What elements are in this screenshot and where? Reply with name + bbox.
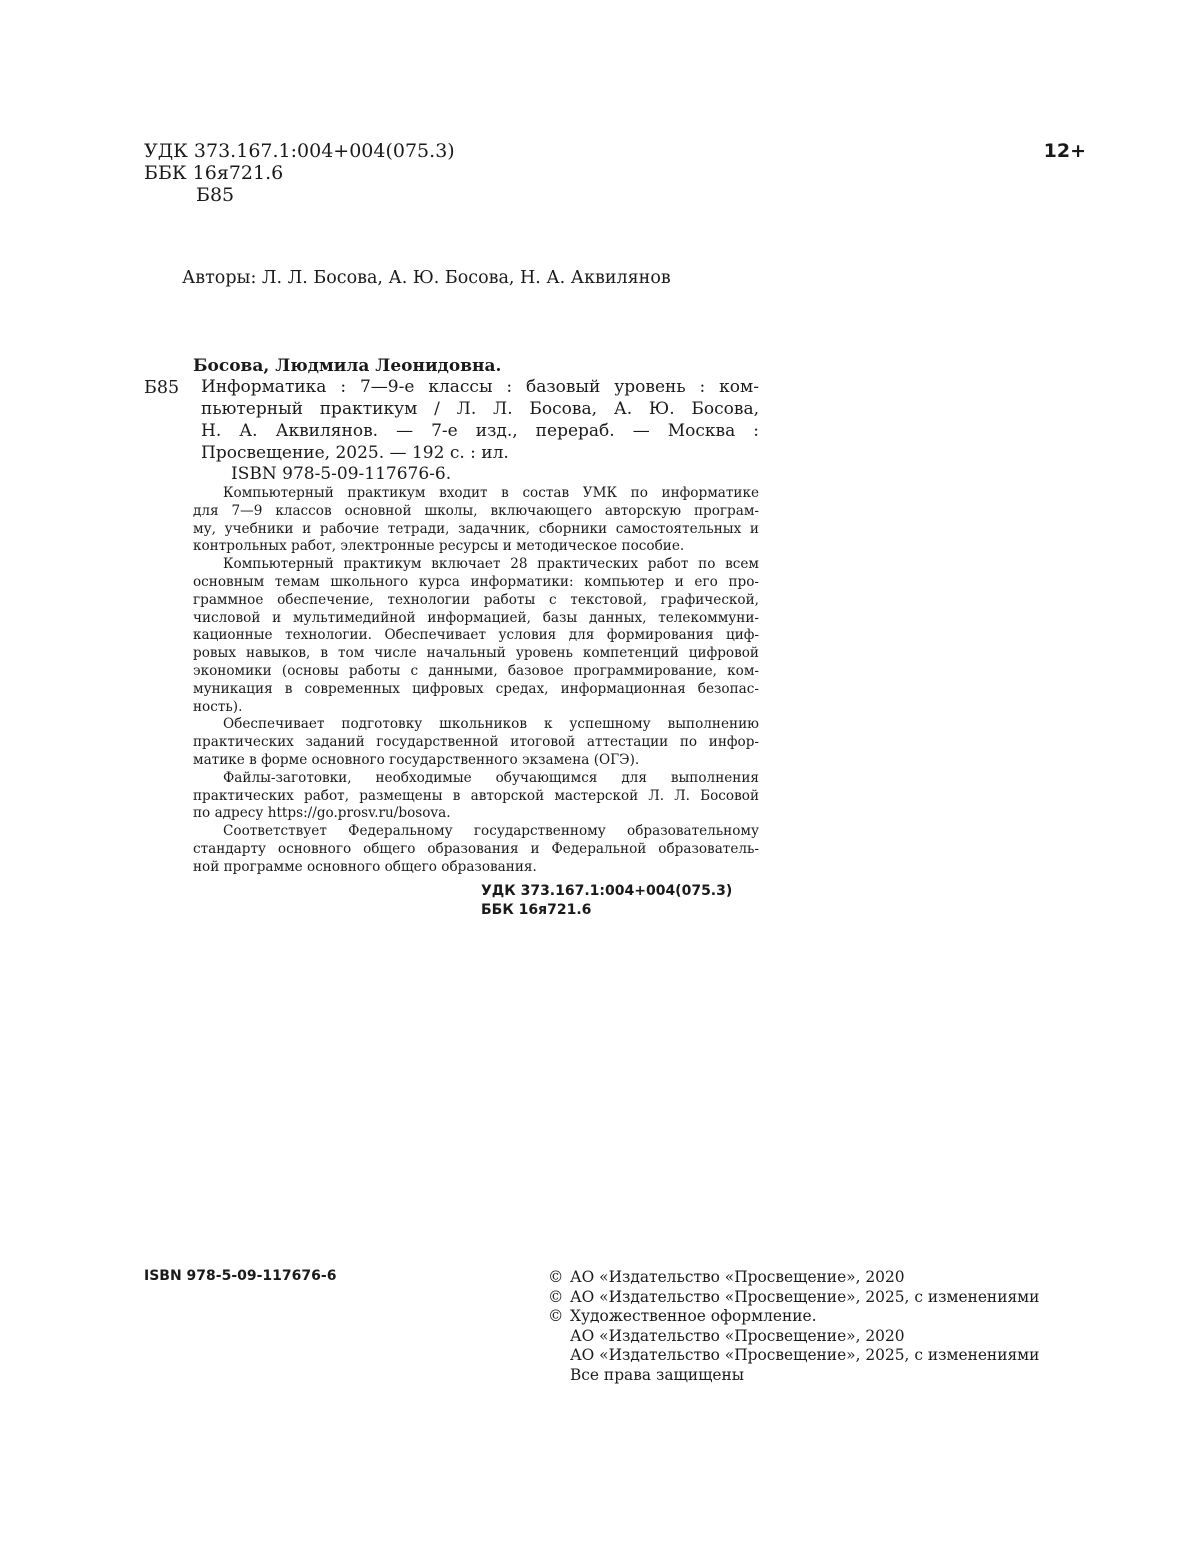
annotation-line: экономики (основы работы с данными, базовое программирование, ком- (193, 662, 759, 679)
annotation-line: практических работ, размещены в авторской мастерской Л. Л. Босовой (193, 787, 759, 804)
bibliographic-line: пьютерный практикум / Л. Л. Босова, А. Ю. Босова, (201, 399, 759, 419)
bibliographic-author-code: Б85 (144, 378, 180, 398)
copyright-text: Художественное оформление. (570, 1307, 817, 1325)
annotation-line: граммное обеспечение, технологии работы с текстовой, графической, (193, 591, 759, 608)
annotation-line: стандарту основного общего образования и Федеральной образователь- (193, 840, 759, 857)
annotation-line: для 7—9 классов основной школы, включающего авторскую програм- (193, 502, 759, 519)
annotation-line: Обеспечивает подготовку школьников к успешному выполнению (223, 716, 759, 733)
annotation-line: му, учебники и рабочие тетради, задачник, сборники самостоятельных и (193, 520, 759, 537)
annotation-line: Компьютерный практикум включает 28 практических работ по всем (223, 556, 759, 573)
bibliographic-line: Информатика : 7—9-е классы : базовый уровень : ком- (201, 377, 759, 397)
annotation-line: числовой и мультимедийной информацией, базы данных, телекоммуни- (193, 609, 759, 626)
copyright-text: АО «Издательство «Просвещение», 2020 (570, 1268, 905, 1286)
copyright-icon: © (548, 1307, 564, 1325)
bibliographic-line: Просвещение, 2025. — 192 с. : ил. (201, 443, 509, 463)
copyright-text: АО «Издательство «Просвещение», 2020 (570, 1326, 905, 1345)
author-heading: Босова, Людмила Леонидовна. (193, 356, 502, 376)
bibliographic-description (201, 376, 759, 464)
udk-code: УДК 373.167.1:004+004(075.3) (144, 140, 455, 162)
annotation-line: контрольных работ, электронные ресурсы и методическое пособие. (193, 538, 685, 555)
annotation-line: основным темам школьного курса информатики: компьютер и его про- (193, 573, 759, 590)
copyright-icon: © (548, 1268, 564, 1286)
annotation-line: кационные технологии. Обеспечивает условия для формирования циф- (193, 627, 759, 644)
copyright-text: АО «Издательство «Просвещение», 2025, с изменениями (570, 1287, 1040, 1306)
bbk-code-bottom: ББК 16я721.6 (481, 902, 592, 918)
annotation-line: практических заданий государственной итоговой аттестации по инфор- (193, 734, 759, 751)
bbk-code: ББК 16я721.6 (144, 162, 284, 184)
annotation-line: Компьютерный практикум входит в состав УМК по информатике (223, 485, 759, 501)
annotation-line: ной программе основного общего образования. (193, 858, 537, 875)
copyright-text: Все права защищены (570, 1365, 745, 1384)
copyright-icon: © (548, 1287, 564, 1306)
udk-code-bottom: УДК 373.167.1:004+004(075.3) (481, 883, 733, 899)
annotation-line: по адресу https://go.prosv.ru/bosova. (193, 805, 451, 822)
authors-line: Авторы: Л. Л. Босова, А. Ю. Босова, Н. А. Аквилянов (182, 268, 671, 288)
bibliographic-line: Н. А. Аквилянов. — 7-е изд., перераб. — Москва : (201, 421, 759, 441)
copyright-text: АО «Издательство «Просвещение», 2025, с изменениями (570, 1346, 1040, 1364)
annotation-line: ровых навыков, в том числе начальный уровень компетенций цифровой (193, 645, 759, 662)
annotation-line: ность). (193, 698, 243, 715)
age-rating: 12+ (1043, 140, 1086, 162)
isbn-footer: ISBN 978-5-09-117676-6 (144, 1268, 337, 1284)
annotation-line: Соответствует Федеральному государственному образовательному (223, 823, 759, 840)
isbn-line: ISBN 978-5-09-117676-6. (231, 464, 452, 484)
annotation-line: муникация в современных цифровых средах, информационная безопас- (193, 680, 759, 697)
annotation (193, 485, 759, 877)
annotation-line: матике в форме основного государственного экзамена (ОГЭ). (193, 751, 640, 768)
annotation-line: Файлы-заготовки, необходимые обучающимся для выполнения (223, 769, 759, 786)
author-code: Б85 (196, 184, 235, 206)
